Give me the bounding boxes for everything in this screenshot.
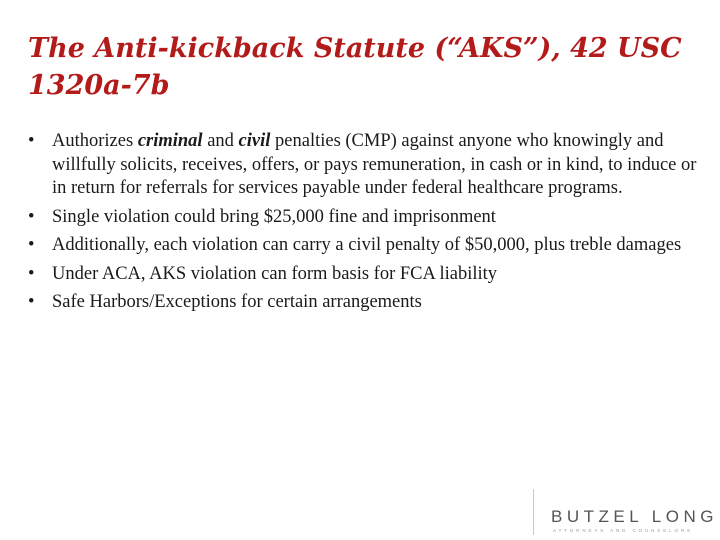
- bullet-text: Single violation could bring $25,000 fine and imprisonment: [52, 206, 496, 227]
- bullet-text: Additionally, each violation can carry a civil penalty of $50,000, plus treble damages: [52, 235, 682, 255]
- bullet-item: [28, 234, 708, 258]
- bullet-text: and: [202, 131, 239, 151]
- bullet-text: penalties (CMP) against anyone who knowingly and willfully solicits, receives, offers, or pays remuneration, in cash or in kind, to induce or in return for referrals for services payable under federal healthcare programs.: [52, 131, 697, 198]
- bullet-item: [28, 263, 708, 287]
- bullet-icon: •: [28, 292, 35, 312]
- bullet-icon: •: [28, 131, 35, 151]
- bullet-item: [28, 291, 708, 315]
- emphasis-civil: civil: [238, 131, 271, 151]
- bullet-text: Safe Harbors/Exceptions for certain arrangements: [52, 292, 422, 312]
- footer-divider: [533, 489, 534, 535]
- company-logo: BUTZEL LONG: [551, 507, 718, 526]
- bullet-text: Under ACA, AKS violation can form basis for FCA liability: [52, 263, 498, 284]
- bullet-list: [28, 130, 708, 320]
- company-tagline: ATTORNEYS AND COUNSELORS: [553, 528, 693, 533]
- bullet-item: [28, 206, 708, 230]
- bullet-icon: •: [28, 263, 35, 284]
- emphasis-criminal: criminal: [137, 131, 203, 151]
- bullet-icon: •: [28, 206, 35, 227]
- slide-title: The Anti-kickback Statute (“AKS”), 42 USC 1320a-7b: [28, 33, 682, 101]
- bullet-item: [28, 130, 708, 201]
- bullet-icon: •: [28, 235, 35, 255]
- bullet-text: Authorizes: [52, 131, 138, 151]
